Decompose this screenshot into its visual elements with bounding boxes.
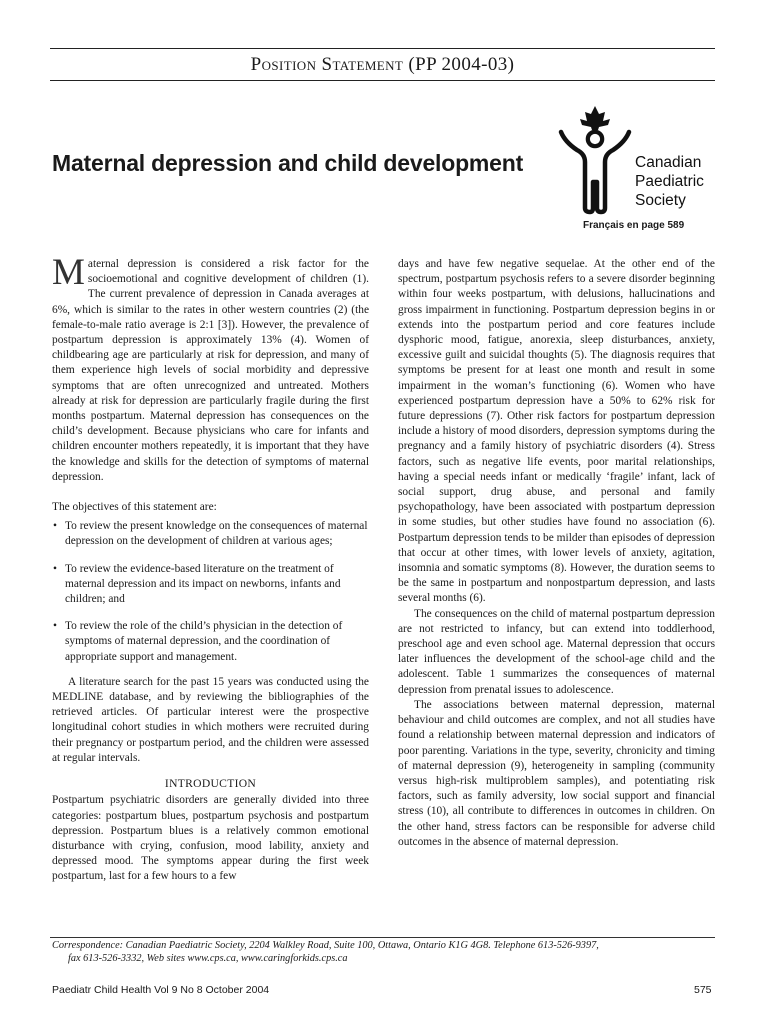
bullet-icon: • <box>53 620 57 633</box>
objective-item <box>52 562 369 608</box>
article-title: Maternal depression and child development <box>52 150 524 176</box>
bullet-icon: • <box>53 520 57 533</box>
objectives-list <box>52 519 369 665</box>
maple-leaf-child-logo-icon <box>555 104 635 216</box>
right-paragraph-1: days and have few negative sequelae. At the other end of the spectrum, postpartum psychosis refers to a severe disorder beginning within four weeks postpartum, with delusions, hallucinations and gross impairment in functioning. Postpartum depression begins in or extends into the postpartum period and core features include dysphoric mood, fatigue, anorexia, sleep disturbances, anxiety, excessive guilt and suicidal thoughts (5). The diagnosis requires that symptoms be present for at least one month and result in some impairment in the woman’s functioning (6). Women who have experienced postpartum depression have a 50% to 62% risk for future depressions (7). Other risk factors for postpartum depression include a history of mood disorders, depression symptoms during the pregnancy and a family history of psychiatric disorders (4). Stress factors, such as negative life events, poor marital relationships, having a special needs infant or medically ‘fragile’ infant, lack of social support, drug abuse, and personal and family psychopathology, have been associated with postpartum depression in some studies, but other studies have found no association (6). Postpartum depression tends to be milder than episodes of depression that occur at other times, with lower levels of anxiety, agitation, insomnia and somatic symptoms (8). However, the duration seems to be the same in postpartum and nonpostpartum depression, and lasts several months (6). <box>398 258 715 605</box>
header-top-rule <box>50 48 715 49</box>
literature-search-paragraph: A literature search for the past 15 years was conducted using the MEDLINE database, and by reviewing the bibliographies of the retrieved articles. Of particular interest were the prospective longitudinal cohort studies in which mothers were recruited during their pregnancy or postpartum period, and the children were assessed at regular intervals. <box>52 675 369 764</box>
drop-cap: M <box>52 252 85 293</box>
footer-rule <box>50 937 715 938</box>
correspondence-line-2: fax 613-526-3332, Web sites www.cps.ca, www.caringforkids.cps.ca <box>68 953 348 964</box>
objective-item <box>52 619 369 665</box>
society-name-line2: Paediatric <box>635 173 704 190</box>
objectives-intro: The objectives of this statement are: <box>52 501 217 514</box>
header-bottom-rule <box>50 80 715 81</box>
correspondence-line-1: Correspondence: Canadian Paediatric Society, 2204 Walkley Road, Suite 100, Ottawa, Ontario K1G 4G8. Telephone 613-526-9397, <box>52 940 599 951</box>
introduction-paragraph: Postpartum psychiatric disorders are generally divided into three categories: postpartum blues, postpartum psychosis and postpartum depression. Postpartum blues is a relatively common emotional disturbance with crying, confusion, mood lability, anxiety and depressed mood. The symptoms appear during the first week postpartum, last for a few hours to a few <box>52 794 369 883</box>
opening-paragraph <box>52 252 369 485</box>
society-name-line1: Canadian <box>635 154 702 171</box>
objective-item <box>52 519 369 549</box>
society-name <box>635 153 704 210</box>
right-paragraph-2: The consequences on the child of maternal postpartum depression are not restricted to infancy, but can extend into toddlerhood, preschool age and even school age. Maternal depression that occurs later influences the development of the school-age child and the adolescent. Table 1 summarizes the consequences of maternal depression from prenatal issues to adolescence. <box>398 607 715 696</box>
right-column <box>398 257 715 850</box>
introduction-heading: INTRODUCTION <box>164 777 257 791</box>
objective-text: To review the present knowledge on the consequences of maternal depression on the development of children at various ages; <box>65 520 368 548</box>
opening-paragraph-text: aternal depression is considered a risk factor for the socioemotional and cognitive development of children (1). The current prevalence of depression in Canada averages at 6%, which is similar to the rates in other western countries (2) (the female-to-male ratio average is 2:1 [3]). However, the prevalence of postpartum depression is approximately 13% (4). Women of childbearing age are particularly at risk for depression, and many of them experience high levels of social morbidity and depressive symptoms that are often unrecognized and untreated. Mothers already at risk for depression are particularly fragile during the first months postpartum. Maternal depression has consequences on the child’s development. Because physicians who care for infants and children encounter mothers repeatedly, it is important that they have the knowledge and skills for the detection of symptoms of maternal depression. <box>52 258 369 483</box>
position-statement-heading: Position Statement (PP 2004-03) <box>250 54 515 75</box>
bullet-icon: • <box>53 562 57 575</box>
objective-text: To review the evidence-based literature on the treatment of maternal depression and its impact on newborns, infants and children; and <box>65 562 341 606</box>
left-column <box>52 252 369 885</box>
correspondence-note <box>52 939 732 965</box>
society-name-line3: Society <box>635 192 686 209</box>
french-version-note: Français en page 589 <box>583 220 685 231</box>
objective-text: To review the role of the child’s physician in the detection of symptoms of maternal depression, and the coordination of appropriate support and management. <box>65 620 343 663</box>
journal-citation: Paediatr Child Health Vol 9 No 8 October 2004 <box>52 984 270 996</box>
page-number: 575 <box>694 984 712 996</box>
right-paragraph-3: The associations between maternal depression, maternal behaviour and child outcomes are complex, and not all studies have found a relationship between maternal depression and indicators of poor parenting. Variations in the type, severity, chronicity and timing of maternal depression (9), heterogeneity in sampling (community versus high-risk multiproblem samples), and potentiating risk factors, such as family adversity, low social support and financial stress (10), all contribute to differences in outcomes in children. On the other hand, stress factors can be responsible for adverse child outcomes in the absence of maternal depression. <box>398 698 715 848</box>
